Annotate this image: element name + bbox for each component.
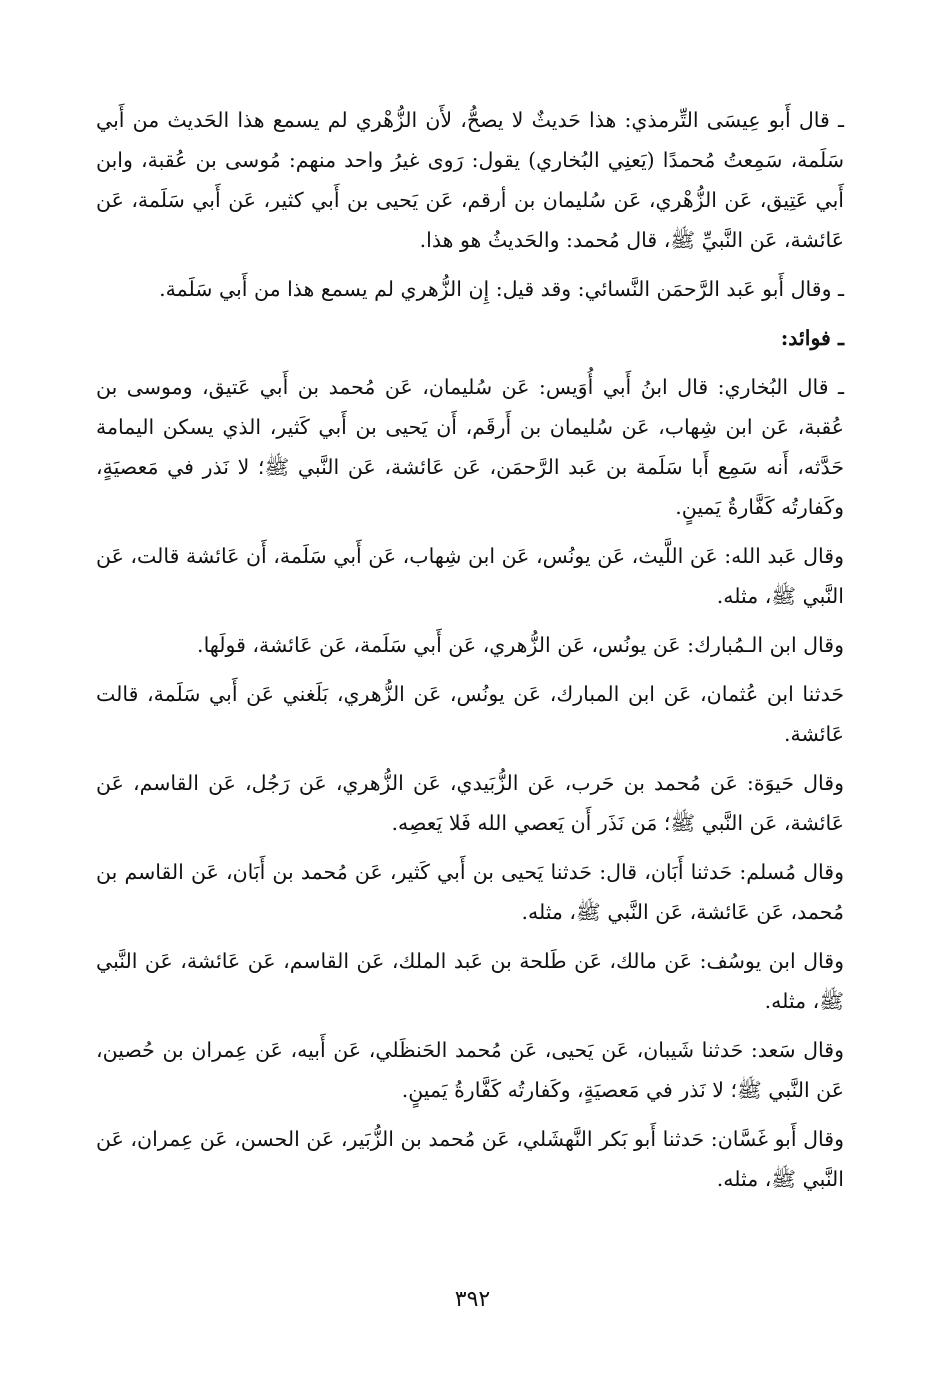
saad-paragraph: وقال سَعد: حَدثنا شَيبان، عَن يَحيى، عَن مُحمد الحَنظَلي، عَن أَبيه، عَن عِمران بن حُصين، عَن النَّبي ﷺ؛ لا نَذر في مَعصيَةٍ، وكَفارتُه كَفَّارةُ يَمينٍ. — [96, 1038, 844, 1102]
page-number: ٣٩٢ — [454, 1287, 491, 1312]
muslim-paragraph: وقال مُسلم: حَدثنا أَبَان، قال: حَدثنا يَحيى بن أَبي كَثير، عَن مُحمد بن أَبَان، عَن القاسم بن مُحمد، عَن عَائشة، عَن النَّبي ﷺ، مثله. — [96, 860, 844, 924]
abu-ghassan-paragraph: وقال أَبو غَسَّان: حَدثنا أَبو بَكر النَّهشَلي، عَن مُحمد بن الزُّبَير، عَن الحسن، عَن عِمران، عَن النَّبي ﷺ، مثله. — [96, 1127, 844, 1191]
ibn-yusuf-paragraph: وقال ابن يوسُف: عَن مالك، عَن طَلحة بن عَبد الملك، عَن القاسم، عَن عَائشة، عَن النَّبي ﷺ، مثله. — [96, 949, 844, 1013]
abdullah-paragraph: وقال عَبد الله: عَن اللَّيث، عَن يونُس، عَن ابن شِهاب، عَن أَبي سَلَمة، أَن عَائشة قالت، عَن النَّبي ﷺ، مثله. — [96, 544, 844, 608]
ibn-mubarak-paragraph: وقال ابن الـمُبارك: عَن يونُس، عَن الزُّهري، عَن أَبي سَلَمة، عَن عَائشة، قولَها. — [197, 633, 844, 657]
nasai-commentary-paragraph: ـ وقال أَبو عَبد الرَّحمَن النَّسائي: وقد قيل: إِن الزُّهري لم يسمع هذا من أَبي سَلَمة. — [159, 277, 844, 301]
haywa-paragraph: وقال حَيوَة: عَن مُحمد بن حَرب، عَن الزُّبَيدي، عَن الزُّهري، عَن رَجُل، عَن القاسم، عَن عَائشة، عَن النَّبي ﷺ؛ مَن نَذَر أَن يَعصي الله فَلا يَعصِه. — [96, 771, 844, 835]
bukhari-paragraph: ـ قال البُخاري: قال ابنُ أَبي أُوَيس: عَن سُليمان، عَن مُحمد بن أَبي عَتيق، وموسى بن عُقبة، عَن ابن شِهاب، عَن سُليمان بن أَرقَم، أَن يَحيى بن أَبي كَثير، الذي يسكن اليمامة حَدَّثه، أَنه سَمِع أَبا سَلَمة بن عَبد الرَّحمَن، عَن عَائشة، عَن النَّبي ﷺ؛ لا نَذر في مَعصيَةٍ، وكَفارتُه كَفَّارةُ يَمينٍ. — [96, 375, 844, 519]
ibn-uthman-paragraph: حَدثنا ابن عُثمان، عَن ابن المبارك، عَن يونُس، عَن الزُّهري، بَلَغني عَن أَبي سَلَمة، قالت عَائشة. — [96, 682, 844, 746]
tirmidhi-commentary-paragraph: ـ قال أَبو عِيسَى التِّرمذي: هذا حَديثٌ لا يصحُّ، لأَن الزُّهْري لم يسمع هذا الحَديث من أَبي سَلَمة، سَمِعتُ مُحمدًا (يَعنِي البُخاري) يقول: رَوى غيرُ واحد منهم: مُوسى بن عُقبة، وابن أَبي عَتِيق، عَن الزُّهْري، عَن سُليمان بن أرقم، عَن يَحيى بن أَبي كثير، عَن أَبي سَلَمة، عَن عَائشة، عَن النَّبيِّ ﷺ، قال مُحمد: والحَديثُ هو هذا. — [96, 108, 844, 252]
page-body — [96, 100, 844, 1340]
fawaid-heading: ـ فوائد: — [780, 326, 844, 350]
